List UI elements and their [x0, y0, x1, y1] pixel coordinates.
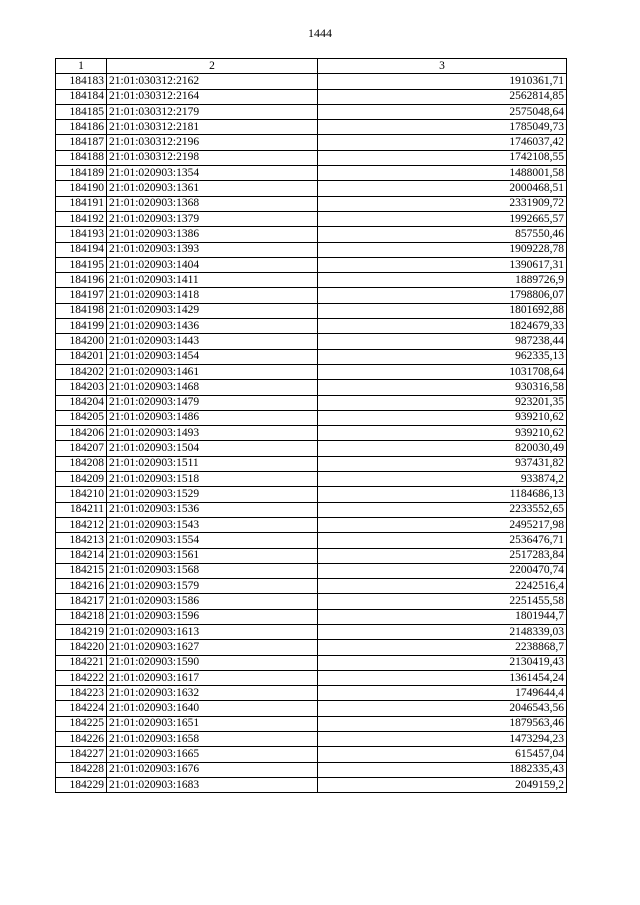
table-row [56, 762, 567, 777]
cadastral-number-cell: 21:01:020903:1627 [107, 640, 318, 655]
table-row [56, 472, 567, 487]
table-row [56, 716, 567, 731]
row-number-cell: 184214 [56, 548, 107, 563]
table-row [56, 288, 567, 303]
cadastral-number-cell: 21:01:020903:1511 [107, 456, 318, 471]
value-cell: 1488001,58 [318, 166, 567, 181]
row-number-cell: 184201 [56, 349, 107, 364]
value-cell: 1473294,23 [318, 732, 567, 747]
cadastral-number-cell: 21:01:020903:1658 [107, 732, 318, 747]
row-number-cell: 184190 [56, 181, 107, 196]
row-number-cell: 184221 [56, 655, 107, 670]
table-row [56, 135, 567, 150]
table-row [56, 380, 567, 395]
column-header-3: 3 [318, 59, 567, 74]
row-number-cell: 184186 [56, 120, 107, 135]
value-cell: 2238868,7 [318, 640, 567, 655]
table-row [56, 609, 567, 624]
registry-table [55, 58, 567, 793]
cadastral-number-cell: 21:01:020903:1632 [107, 686, 318, 701]
row-number-cell: 184187 [56, 135, 107, 150]
row-number-cell: 184185 [56, 104, 107, 119]
row-number-cell: 184228 [56, 762, 107, 777]
row-number-cell: 184184 [56, 89, 107, 104]
row-number-cell: 184222 [56, 670, 107, 685]
row-number-cell: 184189 [56, 166, 107, 181]
value-cell: 1879563,46 [318, 716, 567, 731]
value-cell: 2200470,74 [318, 563, 567, 578]
table-row [56, 410, 567, 425]
row-number-cell: 184192 [56, 211, 107, 226]
cadastral-number-cell: 21:01:030312:2162 [107, 74, 318, 89]
value-cell: 1361454,24 [318, 670, 567, 685]
value-cell: 930316,58 [318, 380, 567, 395]
value-cell: 2046543,56 [318, 701, 567, 716]
row-number-cell: 184227 [56, 747, 107, 762]
cadastral-number-cell: 21:01:020903:1579 [107, 579, 318, 594]
cadastral-number-cell: 21:01:020903:1429 [107, 303, 318, 318]
cadastral-number-cell: 21:01:020903:1568 [107, 563, 318, 578]
value-cell: 1801944,7 [318, 609, 567, 624]
table-row [56, 594, 567, 609]
table-row [56, 150, 567, 165]
table-row [56, 487, 567, 502]
value-cell: 2517283,84 [318, 548, 567, 563]
table-row [56, 686, 567, 701]
cadastral-number-cell: 21:01:020903:1461 [107, 364, 318, 379]
value-cell: 820030,49 [318, 441, 567, 456]
table-body [56, 74, 567, 793]
table-row [56, 120, 567, 135]
value-cell: 1889726,9 [318, 273, 567, 288]
value-cell: 1824679,33 [318, 319, 567, 334]
table-row [56, 502, 567, 517]
cadastral-number-cell: 21:01:030312:2198 [107, 150, 318, 165]
value-cell: 2575048,64 [318, 104, 567, 119]
cadastral-number-cell: 21:01:020903:1418 [107, 288, 318, 303]
value-cell: 2130419,43 [318, 655, 567, 670]
row-number-cell: 184206 [56, 426, 107, 441]
table-row [56, 624, 567, 639]
table-row [56, 166, 567, 181]
row-number-cell: 184200 [56, 334, 107, 349]
table-row [56, 517, 567, 532]
page-number: 1444 [308, 26, 332, 40]
table-row [56, 364, 567, 379]
value-cell: 2242516,4 [318, 579, 567, 594]
table-row [56, 334, 567, 349]
table-row [56, 579, 567, 594]
value-cell: 1910361,71 [318, 74, 567, 89]
table-row [56, 257, 567, 272]
row-number-cell: 184216 [56, 579, 107, 594]
table-row [56, 670, 567, 685]
table-row [56, 242, 567, 257]
value-cell: 2049159,2 [318, 777, 567, 792]
value-cell: 2148339,03 [318, 624, 567, 639]
table-row [56, 349, 567, 364]
value-cell: 933874,2 [318, 472, 567, 487]
table-row [56, 701, 567, 716]
value-cell: 1746037,42 [318, 135, 567, 150]
row-number-cell: 184183 [56, 74, 107, 89]
cadastral-number-cell: 21:01:020903:1536 [107, 502, 318, 517]
value-cell: 962335,13 [318, 349, 567, 364]
cadastral-number-cell: 21:01:020903:1617 [107, 670, 318, 685]
row-number-cell: 184210 [56, 487, 107, 502]
row-number-cell: 184220 [56, 640, 107, 655]
cadastral-number-cell: 21:01:020903:1493 [107, 426, 318, 441]
value-cell: 2495217,98 [318, 517, 567, 532]
table-row [56, 196, 567, 211]
value-cell: 939210,62 [318, 426, 567, 441]
table-row [56, 655, 567, 670]
cadastral-number-cell: 21:01:020903:1504 [107, 441, 318, 456]
cadastral-number-cell: 21:01:020903:1554 [107, 533, 318, 548]
cadastral-number-cell: 21:01:030312:2179 [107, 104, 318, 119]
cadastral-number-cell: 21:01:020903:1561 [107, 548, 318, 563]
value-cell: 2331909,72 [318, 196, 567, 211]
row-number-cell: 184198 [56, 303, 107, 318]
table-row [56, 777, 567, 792]
row-number-cell: 184197 [56, 288, 107, 303]
row-number-cell: 184196 [56, 273, 107, 288]
row-number-cell: 184229 [56, 777, 107, 792]
row-number-cell: 184217 [56, 594, 107, 609]
cadastral-number-cell: 21:01:020903:1361 [107, 181, 318, 196]
cadastral-number-cell: 21:01:020903:1543 [107, 517, 318, 532]
table-row [56, 395, 567, 410]
cadastral-number-cell: 21:01:020903:1436 [107, 319, 318, 334]
row-number-cell: 184195 [56, 257, 107, 272]
row-number-cell: 184207 [56, 441, 107, 456]
cadastral-number-cell: 21:01:020903:1368 [107, 196, 318, 211]
value-cell: 1882335,43 [318, 762, 567, 777]
cadastral-number-cell: 21:01:020903:1386 [107, 227, 318, 242]
value-cell: 1031708,64 [318, 364, 567, 379]
cadastral-number-cell: 21:01:020903:1683 [107, 777, 318, 792]
table-row [56, 89, 567, 104]
row-number-cell: 184204 [56, 395, 107, 410]
table-row [56, 319, 567, 334]
cadastral-number-cell: 21:01:020903:1529 [107, 487, 318, 502]
row-number-cell: 184218 [56, 609, 107, 624]
cadastral-number-cell: 21:01:020903:1586 [107, 594, 318, 609]
row-number-cell: 184219 [56, 624, 107, 639]
cadastral-number-cell: 21:01:020903:1518 [107, 472, 318, 487]
value-cell: 1798806,07 [318, 288, 567, 303]
value-cell: 1785049,73 [318, 120, 567, 135]
table-row [56, 426, 567, 441]
table-row [56, 74, 567, 89]
cadastral-number-cell: 21:01:020903:1454 [107, 349, 318, 364]
row-number-cell: 184205 [56, 410, 107, 425]
cadastral-number-cell: 21:01:030312:2181 [107, 120, 318, 135]
table-row [56, 211, 567, 226]
cadastral-number-cell: 21:01:020903:1596 [107, 609, 318, 624]
cadastral-number-cell: 21:01:020903:1651 [107, 716, 318, 731]
cadastral-number-cell: 21:01:020903:1613 [107, 624, 318, 639]
column-header-2: 2 [107, 59, 318, 74]
table-row [56, 227, 567, 242]
cadastral-number-cell: 21:01:030312:2164 [107, 89, 318, 104]
table-row [56, 640, 567, 655]
value-cell: 1390617,31 [318, 257, 567, 272]
table-row [56, 441, 567, 456]
cadastral-number-cell: 21:01:020903:1640 [107, 701, 318, 716]
value-cell: 2562814,85 [318, 89, 567, 104]
row-number-cell: 184208 [56, 456, 107, 471]
cadastral-number-cell: 21:01:030312:2196 [107, 135, 318, 150]
cadastral-number-cell: 21:01:020903:1676 [107, 762, 318, 777]
value-cell: 923201,35 [318, 395, 567, 410]
cadastral-number-cell: 21:01:020903:1486 [107, 410, 318, 425]
cadastral-number-cell: 21:01:020903:1411 [107, 273, 318, 288]
row-number-cell: 184224 [56, 701, 107, 716]
cadastral-number-cell: 21:01:020903:1404 [107, 257, 318, 272]
value-cell: 2233552,65 [318, 502, 567, 517]
row-number-cell: 184211 [56, 502, 107, 517]
value-cell: 1909228,78 [318, 242, 567, 257]
value-cell: 857550,46 [318, 227, 567, 242]
table-row [56, 181, 567, 196]
value-cell: 2251455,58 [318, 594, 567, 609]
cadastral-number-cell: 21:01:020903:1590 [107, 655, 318, 670]
cadastral-number-cell: 21:01:020903:1354 [107, 166, 318, 181]
row-number-cell: 184191 [56, 196, 107, 211]
row-number-cell: 184215 [56, 563, 107, 578]
header-row [56, 59, 567, 74]
row-number-cell: 184188 [56, 150, 107, 165]
cadastral-number-cell: 21:01:020903:1665 [107, 747, 318, 762]
row-number-cell: 184213 [56, 533, 107, 548]
cadastral-number-cell: 21:01:020903:1479 [107, 395, 318, 410]
table-row [56, 533, 567, 548]
value-cell: 1992665,57 [318, 211, 567, 226]
row-number-cell: 184203 [56, 380, 107, 395]
value-cell: 1184686,13 [318, 487, 567, 502]
value-cell: 1742108,55 [318, 150, 567, 165]
row-number-cell: 184193 [56, 227, 107, 242]
row-number-cell: 184209 [56, 472, 107, 487]
row-number-cell: 184226 [56, 732, 107, 747]
value-cell: 615457,04 [318, 747, 567, 762]
row-number-cell: 184225 [56, 716, 107, 731]
value-cell: 987238,44 [318, 334, 567, 349]
row-number-cell: 184223 [56, 686, 107, 701]
row-number-cell: 184194 [56, 242, 107, 257]
table-header [56, 59, 567, 74]
value-cell: 2000468,51 [318, 181, 567, 196]
cadastral-number-cell: 21:01:020903:1393 [107, 242, 318, 257]
cadastral-number-cell: 21:01:020903:1468 [107, 380, 318, 395]
table-row [56, 104, 567, 119]
table-row [56, 303, 567, 318]
value-cell: 2536476,71 [318, 533, 567, 548]
row-number-cell: 184212 [56, 517, 107, 532]
value-cell: 1801692,88 [318, 303, 567, 318]
table-row [56, 747, 567, 762]
table-row [56, 548, 567, 563]
cadastral-number-cell: 21:01:020903:1379 [107, 211, 318, 226]
cadastral-number-cell: 21:01:020903:1443 [107, 334, 318, 349]
value-cell: 939210,62 [318, 410, 567, 425]
table-row [56, 563, 567, 578]
table-row [56, 732, 567, 747]
value-cell: 1749644,4 [318, 686, 567, 701]
row-number-cell: 184199 [56, 319, 107, 334]
table-row [56, 456, 567, 471]
column-header-1: 1 [56, 59, 107, 74]
table-row [56, 273, 567, 288]
row-number-cell: 184202 [56, 364, 107, 379]
value-cell: 937431,82 [318, 456, 567, 471]
